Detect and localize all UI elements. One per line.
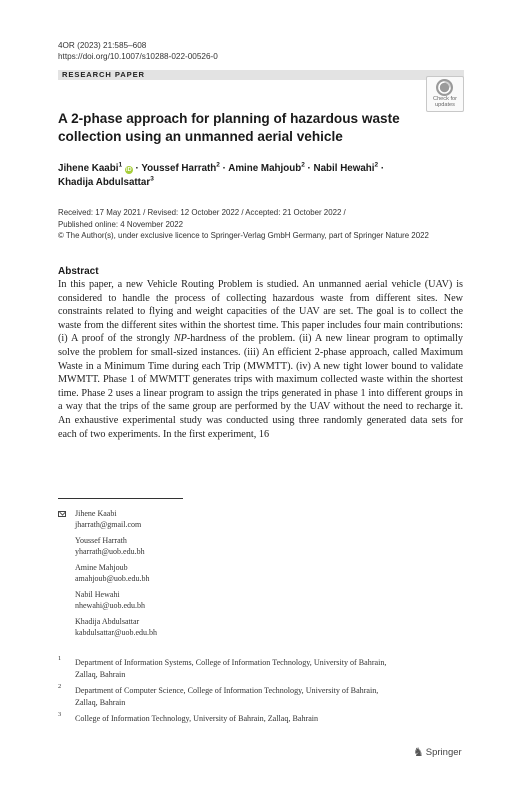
article-type-bar: [58, 70, 464, 80]
history-dates: Received: 17 May 2021 / Revised: 12 October 2022 / Accepted: 21 October 2022 /: [58, 208, 346, 217]
contact-email[interactable]: jharrath@gmail.com: [75, 519, 142, 529]
np-term: NP: [173, 333, 187, 345]
contact-entry: [75, 536, 145, 557]
copyright-notice: © The Author(s), under exclusive licence to Springer-Verlag GmbH Germany, part of Springer Nature 2022: [58, 231, 429, 240]
author-line: [58, 162, 458, 176]
author-separator: ·: [219, 163, 229, 174]
contact-email[interactable]: amahjoub@uob.edu.bh: [75, 573, 150, 583]
orcid-icon[interactable]: iD: [126, 167, 132, 173]
author-affiliation-marker: 2: [374, 161, 379, 169]
affiliation-number: 2: [58, 683, 62, 690]
contact-name: Youssef Harrath: [75, 536, 127, 545]
affiliation-text: College of Information Technology, University of Bahrain, Zallaq, Bahrain: [75, 714, 319, 723]
article-type-label: RESEARCH PAPER: [62, 70, 145, 79]
affiliation-number: 1: [58, 655, 62, 662]
author-affiliation-marker: 1: [118, 161, 123, 169]
article-history: [58, 207, 468, 242]
title-line: A 2-phase approach for planning of hazardous waste: [58, 111, 400, 126]
publisher-logo: [413, 745, 462, 759]
abstract-text: In this paper, a new Vehicle Routing Problem is studied. An unmanned aerial vehicle (UAV) is considered to handle the process of collecting hazardous waste from different sites. New constraints related to flying and weight capacities of the UAV are set. The goal is to collect the waste from the different sites within the shortest time. This paper includes four main contributions: (i) A proof of the strongly NP-hardness of the problem. (ii) A new linear program to optimally solve the problem for small-sized instances. (iii) An efficient 2-phase approach, called Maximum Waste in a Minimum Time during each Trip (MWMTT). (iv) A new tight lower bound to validate MWMTT. Phase 1 of MWMTT generates trips with maximum collected waste within the shortest time. Phase 2 uses a linear program to assign the trips generated in phase 1 into different groups in a way that the trips of the same group are performed by the UAV without the need to recharge it. An exhaustive experimental study was conducted using three randomly generated data sets for each of two experiments. In the first experiment, 16: [58, 279, 463, 440]
contact-name: Jihene Kaabi: [75, 509, 117, 518]
contact-entry: [75, 590, 145, 611]
author-line: [58, 176, 458, 190]
contact-entry: [75, 509, 141, 530]
journal-reference: [58, 40, 218, 62]
author-name[interactable]: Youssef Harrath: [141, 163, 217, 174]
author-affiliation-marker: 3: [150, 175, 154, 183]
affiliation-text: Department of Information Systems, College of Information Technology, University of Bahrain, Zallaq, Bahrain: [75, 658, 387, 679]
abstract-heading: Abstract: [58, 266, 99, 277]
check-for-updates-badge[interactable]: [426, 76, 464, 112]
check-for-updates-icon: [436, 79, 453, 96]
affiliation-text: Department of Computer Science, College of Information Technology, University of Bahrain, Zallaq, Bahrain: [75, 686, 379, 707]
contact-entry: [75, 617, 157, 638]
contact-entry: [75, 563, 149, 584]
author-list: [58, 162, 458, 190]
contact-email[interactable]: yharrath@uob.edu.bh: [75, 546, 145, 556]
author-separator: ·: [378, 163, 385, 174]
published-online: Published online: 4 November 2022: [58, 219, 184, 229]
author-affiliation-marker: 2: [301, 161, 305, 169]
author-separator: ·: [304, 163, 314, 174]
contact-name: Amine Mahjoub: [75, 563, 128, 572]
doi-link[interactable]: https://doi.org/10.1007/s10288-022-00526-0: [58, 52, 218, 61]
author-name[interactable]: Jihene Kaabi: [58, 163, 119, 174]
author-name[interactable]: Nabil Hewahi: [313, 163, 375, 174]
author-affiliation-marker: 2: [216, 161, 220, 169]
journal-citation: 4OR (2023) 21:585–608: [58, 41, 147, 50]
check-for-updates-text: Check for updates: [433, 96, 457, 108]
publisher-name: Springer: [425, 747, 462, 758]
envelope-icon: [58, 511, 66, 517]
footnote-divider: [58, 498, 183, 499]
contact-name: Nabil Hewahi: [75, 590, 120, 599]
contact-email[interactable]: nhewahi@uob.edu.bh: [75, 600, 146, 610]
author-name[interactable]: Khadija Abdulsattar: [58, 177, 151, 188]
author-separator: ·: [132, 163, 142, 174]
springer-horse-icon: ♞: [413, 745, 424, 759]
contact-email[interactable]: kabdulsattar@uob.edu.bh: [75, 627, 158, 637]
author-name[interactable]: Amine Mahjoub: [228, 163, 302, 174]
affiliation-number: 3: [58, 711, 62, 718]
article-title: [58, 110, 418, 145]
title-line: collection using an unmanned aerial vehicle: [58, 128, 343, 144]
contact-name: Khadija Abdulsattar: [75, 617, 140, 626]
